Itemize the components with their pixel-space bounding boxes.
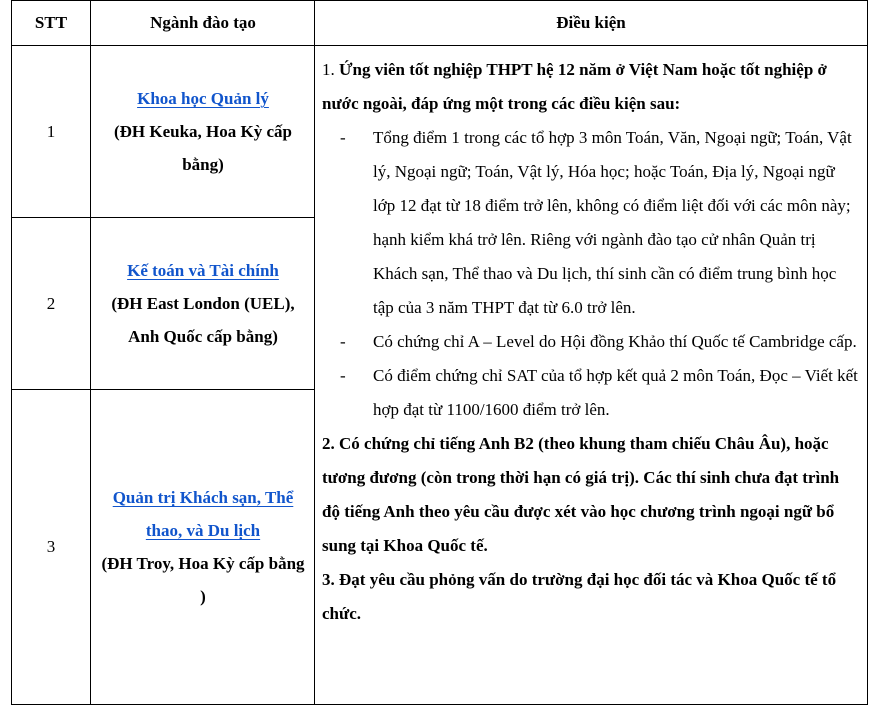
header-stt: STT (34, 13, 68, 32)
dash-bullet: - (340, 128, 346, 147)
bullet-text: Tổng điểm 1 trong các tổ hợp 3 môn Toán, Văn, Ngoại ngữ; Toán, Vật lý, Ngoại ngữ; Toán, Vật lý, Hóa học; hoặc Toán, Địa lý, Ngoại ngữ lớp 12 đạt từ 18 điểm trở lên, không có điểm liệt đối với các môn này; hạnh kiểm khá trở lên. Riêng với ngành đào tạo cử nhân Quản trị Khách sạn, Thể thao và Du lịch, thí sinh cần có điểm trung bình học tập của 3 năm THPT đạt từ 6.0 trở lên. (373, 128, 852, 317)
header-program: Ngành đào tạo (150, 13, 256, 32)
program-link-ke-toan-tai-chinh[interactable]: Kế toán và Tài chính (127, 261, 279, 280)
border-col2 (314, 0, 315, 705)
border-right (867, 0, 868, 705)
condition-3: 3. Đạt yêu cầu phỏng vấn do trường đại học đối tác và Khoa Quốc tế tổ chức. (322, 570, 837, 623)
condition-1-bullet-1 (322, 121, 860, 325)
condition-2: 2. Có chứng chỉ tiếng Anh B2 (theo khung tham chiếu Châu Âu), hoặc tương đương (còn trong thời hạn có giá trị). Các thí sinh chưa đạt trình độ tiếng Anh theo yêu cầu được xét vào học chương trình ngoại ngữ bổ sung tại Khoa Quốc tế. (322, 434, 840, 555)
program-note: (ĐH Troy, Hoa Kỳ cấp bằng ) (101, 554, 305, 606)
row-2-stt: 2 (46, 293, 56, 313)
bullet-text: Có chứng chỉ A – Level do Hội đồng Khảo thí Quốc tế Cambridge cấp. (373, 332, 857, 351)
condition-1-text: Ứng viên tốt nghiệp THPT hệ 12 năm ở Việt Nam hoặc tốt nghiệp ở nước ngoài, đáp ứng một trong các điều kiện sau: (322, 60, 827, 113)
condition-1-number: 1. (322, 60, 335, 79)
program-note: (ĐH Keuka, Hoa Kỳ cấp bằng) (113, 122, 293, 174)
condition-1 (322, 53, 860, 121)
bullet-text: Có điểm chứng chỉ SAT của tổ hợp kết quả 2 môn Toán, Đọc – Viết kết hợp đạt từ 1100/1600 điểm trở lên. (373, 366, 858, 419)
row-3-program (100, 390, 306, 704)
border-bottom (11, 704, 867, 705)
conditions-cell (322, 53, 860, 631)
row-3-stt: 3 (46, 537, 56, 556)
program-link-khoa-hoc-quan-ly[interactable]: Khoa học Quản lý (137, 89, 269, 108)
condition-1-bullet-3 (322, 359, 860, 427)
row-1-stt: 1 (46, 121, 56, 141)
row-1-program (100, 46, 306, 217)
condition-1-bullet-2 (322, 325, 860, 359)
dash-bullet: - (340, 332, 346, 351)
dash-bullet: - (340, 366, 346, 385)
program-note: (ĐH East London (UEL), Anh Quốc cấp bằng) (111, 294, 295, 346)
program-link-quan-tri-khach-san[interactable]: Quản trị Khách sạn, Thể thao, và Du lịch (112, 488, 294, 540)
row-2-program (100, 218, 306, 389)
header-condition: Điều kiện (556, 13, 626, 32)
